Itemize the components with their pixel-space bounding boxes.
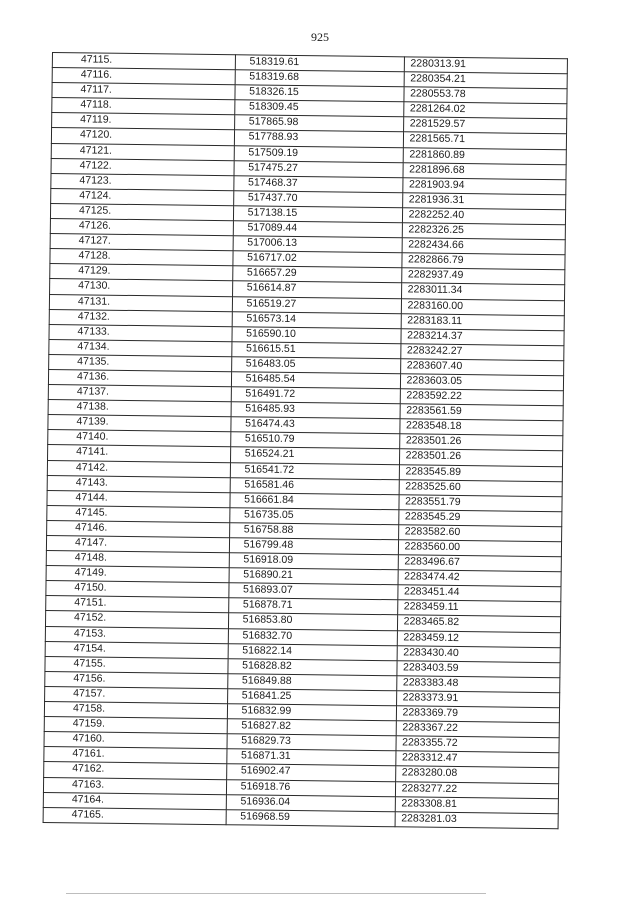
- easting-cell: 517089.44: [233, 221, 402, 238]
- point-id-cell: 47164.: [43, 792, 226, 809]
- easting-cell: 516799.48: [229, 538, 398, 555]
- point-id-cell: 47124.: [51, 188, 234, 205]
- northing-cell: 2281896.68: [403, 162, 567, 179]
- northing-cell: 2280553.78: [403, 87, 567, 104]
- northing-cell: 2283474.42: [398, 570, 562, 587]
- northing-cell: 2283430.40: [397, 645, 561, 662]
- northing-cell: 2283451.44: [397, 585, 561, 602]
- easting-cell: 517437.70: [233, 191, 402, 208]
- point-id-cell: 47144.: [47, 490, 230, 507]
- point-id-cell: 47120.: [51, 128, 234, 145]
- point-id-cell: 47145.: [47, 505, 230, 522]
- easting-cell: 516519.27: [232, 296, 401, 313]
- easting-cell: 516657.29: [232, 266, 401, 283]
- northing-cell: 2283551.79: [399, 494, 563, 511]
- point-id-cell: 47153.: [45, 626, 228, 643]
- easting-cell: 516918.76: [226, 779, 395, 796]
- point-id-cell: 47154.: [45, 641, 228, 658]
- point-id-cell: 47161.: [44, 747, 227, 764]
- point-id-cell: 47131.: [49, 294, 232, 311]
- easting-cell: 516902.47: [226, 764, 395, 781]
- point-id-cell: 47139.: [48, 415, 231, 432]
- point-id-cell: 47158.: [44, 701, 227, 718]
- northing-cell: 2281903.94: [402, 178, 566, 195]
- northing-cell: 2282326.25: [402, 223, 566, 240]
- point-id-cell: 47149.: [46, 566, 229, 583]
- point-id-cell: 47130.: [50, 279, 233, 296]
- point-id-cell: 47159.: [44, 717, 227, 734]
- point-id-cell: 47115.: [52, 53, 235, 70]
- point-id-cell: 47141.: [48, 445, 231, 462]
- easting-cell: 516717.02: [233, 251, 402, 268]
- easting-cell: 516474.43: [230, 417, 399, 434]
- northing-cell: 2283280.08: [395, 766, 559, 783]
- point-id-cell: 47117.: [52, 83, 235, 100]
- easting-cell: 516871.31: [226, 749, 395, 766]
- northing-cell: 2283312.47: [395, 751, 559, 768]
- easting-cell: 516735.05: [229, 508, 398, 525]
- northing-cell: 2281565.71: [403, 132, 567, 149]
- northing-cell: 2283459.12: [397, 630, 561, 647]
- northing-cell: 2283277.22: [395, 781, 559, 798]
- northing-cell: 2283545.89: [399, 464, 563, 481]
- point-id-cell: 47116.: [52, 68, 235, 85]
- northing-cell: 2283496.67: [398, 555, 562, 572]
- northing-cell: 2283561.59: [400, 404, 564, 421]
- easting-cell: 516832.70: [228, 628, 397, 645]
- point-id-cell: 47147.: [46, 535, 229, 552]
- easting-cell: 516524.21: [230, 447, 399, 464]
- easting-cell: 517475.27: [234, 160, 403, 177]
- northing-cell: 2281529.57: [403, 117, 567, 134]
- northing-cell: 2282252.40: [402, 208, 566, 225]
- northing-cell: 2282937.49: [401, 268, 565, 285]
- easting-cell: 516918.09: [229, 553, 398, 570]
- easting-cell: 516615.51: [231, 341, 400, 358]
- point-id-cell: 47165.: [43, 807, 226, 824]
- northing-cell: 2281936.31: [402, 193, 566, 210]
- easting-cell: 517468.37: [233, 175, 402, 192]
- point-id-cell: 47162.: [44, 762, 227, 779]
- easting-cell: 516483.05: [231, 357, 400, 374]
- northing-cell: 2283525.60: [399, 479, 563, 496]
- northing-cell: 2283459.11: [397, 600, 561, 617]
- point-id-cell: 47132.: [49, 309, 232, 326]
- easting-cell: 516849.88: [227, 674, 396, 691]
- easting-cell: 516590.10: [232, 326, 401, 343]
- easting-cell: 516832.99: [227, 704, 396, 721]
- point-id-cell: 47143.: [47, 475, 230, 492]
- point-id-cell: 47135.: [49, 354, 232, 371]
- easting-cell: 516829.73: [227, 734, 396, 751]
- northing-cell: 2283308.81: [395, 796, 559, 813]
- northing-cell: 2283465.82: [397, 615, 561, 632]
- northing-cell: 2283592.22: [400, 389, 564, 406]
- northing-cell: 2283160.00: [401, 298, 565, 315]
- coordinate-table-body: [43, 53, 567, 829]
- point-id-cell: 47142.: [47, 460, 230, 477]
- point-id-cell: 47119.: [52, 113, 235, 130]
- point-id-cell: 47140.: [48, 430, 231, 447]
- point-id-cell: 47151.: [46, 596, 229, 613]
- easting-cell: 516968.59: [226, 809, 395, 826]
- easting-cell: 516828.82: [228, 658, 397, 675]
- northing-cell: 2283560.00: [398, 540, 562, 557]
- coordinate-table: [43, 52, 568, 829]
- point-id-cell: 47123.: [51, 173, 234, 190]
- northing-cell: 2283383.48: [396, 676, 560, 693]
- northing-cell: 2283545.29: [398, 510, 562, 527]
- northing-cell: 2283582.60: [398, 525, 562, 542]
- point-id-cell: 47150.: [46, 581, 229, 598]
- easting-cell: 516878.71: [228, 598, 397, 615]
- northing-cell: 2283011.34: [401, 283, 565, 300]
- point-id-cell: 47126.: [50, 219, 233, 236]
- point-id-cell: 47157.: [45, 686, 228, 703]
- northing-cell: 2283183.11: [401, 313, 565, 330]
- easting-cell: 516822.14: [228, 643, 397, 660]
- easting-cell: 516827.82: [227, 719, 396, 736]
- point-id-cell: 47127.: [50, 234, 233, 251]
- northing-cell: 2283607.40: [400, 359, 564, 376]
- point-id-cell: 47134.: [49, 339, 232, 356]
- northing-cell: 2283369.79: [396, 706, 560, 723]
- point-id-cell: 47146.: [47, 520, 230, 537]
- easting-cell: 516510.79: [230, 432, 399, 449]
- point-id-cell: 47163.: [43, 777, 226, 794]
- northing-cell: 2283603.05: [400, 374, 564, 391]
- point-id-cell: 47125.: [50, 203, 233, 220]
- easting-cell: 518319.61: [235, 55, 404, 72]
- northing-cell: 2283548.18: [399, 419, 563, 436]
- northing-cell: 2283214.37: [401, 328, 565, 345]
- easting-cell: 516936.04: [226, 794, 395, 811]
- point-id-cell: 47118.: [52, 98, 235, 115]
- easting-cell: 516581.46: [230, 477, 399, 494]
- easting-cell: 517865.98: [234, 115, 403, 132]
- easting-cell: 516491.72: [231, 387, 400, 404]
- easting-cell: 516541.72: [230, 462, 399, 479]
- northing-cell: 2283373.91: [396, 691, 560, 708]
- point-id-cell: 47156.: [45, 671, 228, 688]
- northing-cell: 2283355.72: [396, 736, 560, 753]
- easting-cell: 516485.54: [231, 372, 400, 389]
- easting-cell: 516614.87: [232, 281, 401, 298]
- northing-cell: 2283281.03: [395, 811, 559, 828]
- northing-cell: 2283403.59: [396, 661, 560, 678]
- easting-cell: 517006.13: [233, 236, 402, 253]
- easting-cell: 516758.88: [229, 523, 398, 540]
- easting-cell: 516661.84: [230, 492, 399, 509]
- northing-cell: 2282434.66: [402, 238, 566, 255]
- easting-cell: 517138.15: [233, 206, 402, 223]
- northing-cell: 2283367.22: [396, 721, 560, 738]
- northing-cell: 2281860.89: [403, 147, 567, 164]
- point-id-cell: 47148.: [46, 551, 229, 568]
- northing-cell: 2283501.26: [399, 434, 563, 451]
- easting-cell: 516573.14: [232, 311, 401, 328]
- point-id-cell: 47152.: [45, 611, 228, 628]
- page-number: 925: [311, 30, 329, 44]
- point-id-cell: 47129.: [50, 264, 233, 281]
- easting-cell: 517509.19: [234, 145, 403, 162]
- point-id-cell: 47136.: [48, 369, 231, 386]
- northing-cell: 2281264.02: [403, 102, 567, 119]
- easting-cell: 518309.45: [234, 100, 403, 117]
- northing-cell: 2282866.79: [401, 253, 565, 270]
- easting-cell: 516890.21: [229, 568, 398, 585]
- easting-cell: 516853.80: [228, 613, 397, 630]
- footer-divider: [66, 893, 486, 894]
- easting-cell: 518326.15: [235, 85, 404, 102]
- easting-cell: 516485.93: [231, 402, 400, 419]
- easting-cell: 516893.07: [228, 583, 397, 600]
- northing-cell: 2280354.21: [404, 72, 568, 89]
- easting-cell: 516841.25: [227, 689, 396, 706]
- point-id-cell: 47122.: [51, 158, 234, 175]
- northing-cell: 2283242.27: [400, 344, 564, 361]
- point-id-cell: 47137.: [48, 385, 231, 402]
- point-id-cell: 47155.: [45, 656, 228, 673]
- point-id-cell: 47121.: [51, 143, 234, 160]
- point-id-cell: 47160.: [44, 732, 227, 749]
- point-id-cell: 47133.: [49, 324, 232, 341]
- easting-cell: 517788.93: [234, 130, 403, 147]
- point-id-cell: 47138.: [48, 400, 231, 417]
- easting-cell: 518319.68: [235, 70, 404, 87]
- northing-cell: 2283501.26: [399, 449, 563, 466]
- point-id-cell: 47128.: [50, 249, 233, 266]
- northing-cell: 2280313.91: [404, 57, 568, 74]
